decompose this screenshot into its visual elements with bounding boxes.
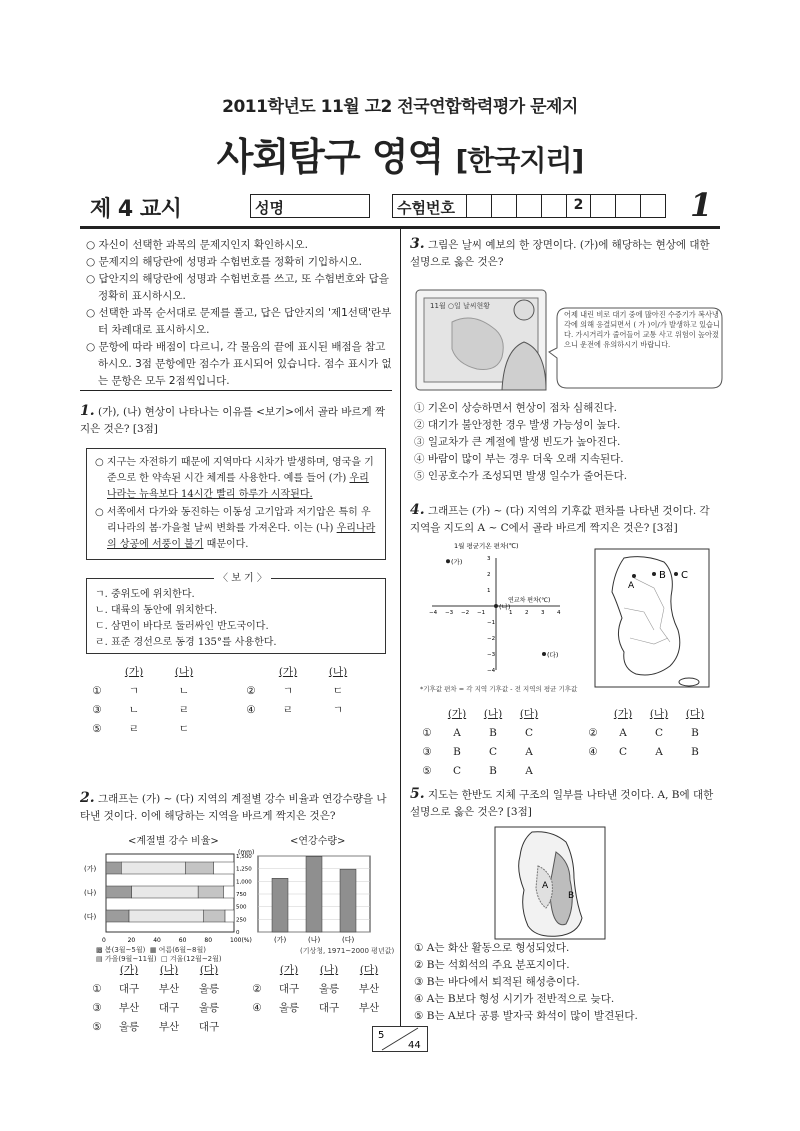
answer-option[interactable]	[582, 725, 712, 742]
option-value: ㄷ	[332, 685, 344, 697]
question-4	[410, 502, 722, 537]
exam-header: 2011학년도 11월 고2 전국연합학력평가 문제지	[222, 97, 578, 117]
bar-segment	[106, 886, 132, 898]
option-marker[interactable]: ②	[246, 685, 256, 697]
option-value: A	[525, 765, 533, 777]
presenter-head	[514, 300, 534, 320]
option-value: 대구	[318, 1002, 340, 1014]
option-header: (가)	[447, 708, 467, 720]
answer-option[interactable]	[86, 702, 208, 719]
option-header: (다)	[359, 964, 379, 976]
tick-label: 100(%)	[230, 937, 252, 944]
tick-label: −2	[461, 610, 470, 616]
category-label: (가)	[274, 936, 287, 944]
option-value: C	[654, 727, 664, 739]
option-value: ㄱ	[282, 685, 294, 697]
option-marker[interactable]: ②	[252, 983, 262, 995]
answer-option[interactable]	[416, 744, 546, 761]
tick-label: 3	[541, 610, 545, 616]
option-header: (나)	[319, 964, 339, 976]
category-label: (가)	[84, 865, 97, 873]
option-value: ㄷ	[178, 723, 190, 735]
option-header: (나)	[174, 666, 194, 678]
option-value: C	[452, 765, 462, 777]
option-value: 울릉	[198, 1002, 220, 1014]
category-label: (다)	[342, 936, 355, 944]
instruction-item: ○ 문항에 따라 배점이 다르니, 각 물음의 끝에 표시된 배점을 참고하시오. 3점 문항에만 점수가 표시되어 있습니다. 점수 표시가 없는 문항은 모두 2점씩입니다.	[86, 341, 392, 387]
tick-label: 1,250	[236, 866, 252, 873]
tick-label: −4	[429, 610, 438, 616]
korea-map	[594, 548, 710, 688]
question-number: 3.	[410, 236, 425, 252]
option-value: 대구	[278, 983, 300, 995]
column-divider	[400, 228, 401, 1028]
question-stem: 그림은 날씨 예보의 한 장면이다. (가)에 해당하는 현상에 대한 설명으로 옳은 것은?	[410, 239, 710, 268]
answer-option[interactable]	[240, 683, 362, 700]
option-value: C	[618, 746, 628, 758]
answer-option[interactable]: ⑤ 인공호수가 조성되면 발생 일수가 줄어든다.	[414, 470, 628, 482]
bar-segment	[185, 862, 213, 874]
bar-segment	[214, 862, 234, 874]
option-marker[interactable]: ⑤	[92, 1021, 102, 1033]
id-cell[interactable]	[542, 195, 567, 217]
passage-underline: 우리나라의 상공에 서풍이 불기	[107, 523, 376, 550]
data-point	[446, 559, 450, 563]
bar-segment	[224, 886, 234, 898]
option-header: (나)	[328, 666, 348, 678]
option-header: (다)	[685, 708, 705, 720]
data-point	[542, 652, 546, 656]
tick-label: 0	[102, 937, 106, 944]
instructions-rule	[80, 390, 392, 391]
passage-text: ○ 지구는 자전하기 때문에 지역마다 시차가 발생하며, 영국을 기준으로 한 약속된 시간 체계를 사용한다. 예를 들어 (가)	[95, 457, 374, 484]
option-value: ㄹ	[178, 704, 190, 716]
data-point	[494, 604, 498, 608]
legend-text: 봄(3월~5월)	[104, 946, 146, 954]
current-page: 5	[378, 1030, 385, 1041]
option-value: A	[525, 746, 533, 758]
option-marker[interactable]: ①	[92, 983, 102, 995]
page-number: 1	[690, 186, 713, 224]
climate-deviation-chart	[414, 540, 594, 682]
legend-text: 겨울(12월~2월)	[169, 955, 222, 963]
name-field[interactable]	[250, 194, 370, 218]
option-value: 대구	[118, 983, 140, 995]
map-label-a: A	[628, 581, 635, 591]
option-value: C	[524, 727, 534, 739]
answer-option[interactable]: ③ 일교차가 큰 계절에 발생 빈도가 높아진다.	[414, 436, 621, 448]
tick-label: 60	[178, 937, 187, 944]
bubble-text: 어제 내린 비로 대기 중에 많아진 수증기가 복사냉각에 의해 응결되면서 ( 가 )이/가 발생하고 있습니다. 가시거리가 줄어들어 교통 사고 위험이 높아졌으니 운전에 유의하시기 바랍니다.	[564, 310, 720, 349]
answer-option[interactable]: ① A는 화산 활동으로 형성되었다.	[414, 942, 570, 954]
option-value: 울릉	[118, 1021, 140, 1033]
page-counter	[372, 1026, 428, 1052]
tick-label: 3	[487, 556, 491, 562]
option-value: A	[619, 727, 627, 739]
bar-segment	[225, 910, 234, 922]
title-text: 사회탐구 영역	[216, 135, 444, 179]
geologic-structure-map	[494, 826, 606, 940]
option-value: 울릉	[278, 1002, 300, 1014]
answer-option[interactable]: ③ B는 바다에서 퇴적된 해성층이다.	[414, 976, 580, 988]
tick-label: 80	[204, 937, 213, 944]
option-value: 부산	[118, 1002, 140, 1014]
tick-label: −3	[487, 652, 496, 658]
chart-title: <계절별 강수 비율>	[128, 836, 219, 847]
option-value: 대구	[158, 1002, 180, 1014]
instruction-item: ○ 답안지의 해당란에 성명과 수험번호를 쓰고, 또 수험번호와 답을 정확히 표시하시오.	[86, 273, 389, 302]
instruction-item: ○ 자신이 선택한 과목의 문제지인지 확인하시오.	[86, 239, 308, 251]
instruction-item: ○ 선택한 과목 순서대로 문제를 풀고, 답은 답안지의 '제1선택'란부터 차례대로 표시하시오.	[86, 307, 392, 336]
q4-options-right	[580, 704, 714, 763]
question-number: 4.	[410, 502, 425, 518]
answer-option[interactable]: ② 대기가 불안정한 경우 발생 가능성이 높다.	[414, 419, 621, 431]
bogi-title: 〈 보 기 〉	[214, 569, 271, 584]
bogi-item: ㄷ. 삼면이 바다로 둘러싸인 반도국이다.	[95, 621, 269, 632]
precip-bar	[272, 878, 288, 932]
id-cell[interactable]	[641, 195, 665, 217]
option-value: ㄴ	[178, 685, 190, 697]
question-2	[80, 790, 394, 825]
map-label-b: B	[568, 891, 575, 901]
tick-label: −2	[487, 636, 496, 642]
option-value: 부산	[158, 1021, 180, 1033]
question-stem: 그래프는 (가) ~ (다) 지역의 기후값 편차를 나타낸 것이다. 각 지역을 지도의 A ~ C에서 골라 바르게 짝지은 것은? [3점]	[410, 505, 710, 534]
tick-label: 40	[153, 937, 161, 944]
legend-winter: □ 겨울(12월~2월)	[161, 955, 222, 963]
tick-label: 1	[509, 610, 513, 616]
question-1	[80, 403, 394, 438]
tick-label: 500	[236, 904, 247, 911]
location-b-dot	[652, 572, 656, 576]
bogi-item: ㄴ. 대륙의 동안에 위치한다.	[95, 605, 218, 616]
id-cell[interactable]	[517, 195, 542, 217]
id-cell: 2	[567, 195, 592, 217]
tick-label: −3	[445, 610, 454, 616]
option-marker[interactable]: ④	[588, 746, 598, 758]
q4-options-left	[414, 704, 548, 782]
legend-summer: ▦ 여름(6월~8월)	[149, 946, 206, 954]
name-label: 성명	[255, 199, 284, 217]
tick-label: 2	[525, 610, 529, 616]
bar-segment	[121, 862, 185, 874]
tick-label: −1	[487, 620, 496, 626]
point-label: (가)	[451, 558, 463, 567]
id-cell[interactable]	[467, 195, 492, 217]
location-c-dot	[674, 572, 678, 576]
option-header: (나)	[159, 964, 179, 976]
map-label-b: B	[659, 570, 666, 581]
passage-text: ○ 서쪽에서 다가와 동진하는 이동성 고기압과 저기압은 특히 우리나라의 봄·가을철 날씨 변화를 가져온다. 이는 (나)	[95, 507, 371, 534]
passage-text: 때문이다.	[203, 539, 249, 550]
map-label-a: A	[542, 881, 549, 891]
option-marker[interactable]: ⑤	[92, 723, 102, 735]
q5-options	[414, 940, 714, 1025]
bar-segment	[106, 862, 121, 874]
bar-segment	[106, 910, 129, 922]
bogi-box	[86, 578, 386, 654]
passage-underline: 우리나라는 뉴욕보다 14시간 빨리 하루가 시작된다.	[107, 473, 369, 500]
precip-bar	[306, 857, 322, 932]
question-stem: 그래프는 (가) ~ (다) 지역의 계절별 강수 비율과 연강수량을 나타낸 것이다. 이에 해당하는 지역을 바르게 짝지은 것은?	[80, 793, 387, 822]
point-label: (나)	[499, 603, 511, 611]
option-value: 부산	[158, 983, 180, 995]
bogi-item: ㄱ. 중위도에 위치한다.	[95, 589, 195, 600]
y-axis-label: 1월 평균기온 편차(℃)	[454, 542, 519, 550]
option-value: ㄱ	[128, 685, 140, 697]
q1-passage-box	[86, 448, 386, 560]
bar-segment	[203, 910, 225, 922]
bogi-title-text: 보 기	[231, 573, 254, 584]
chart-title: <연강수량>	[290, 836, 346, 847]
tick-label: 1	[487, 588, 491, 594]
option-marker[interactable]: ①	[92, 685, 102, 697]
tick-label: −1	[477, 610, 486, 616]
q3-options	[414, 400, 714, 485]
option-value: ㄱ	[332, 704, 344, 716]
option-value: B	[453, 746, 461, 758]
option-marker[interactable]: ②	[588, 727, 598, 739]
legend-text: 여름(6월~8월)	[158, 946, 206, 954]
option-marker[interactable]: ④	[252, 1002, 262, 1014]
bogi-item: ㄹ. 표준 경선으로 동경 135°를 사용한다.	[95, 637, 277, 648]
q1-options-left	[84, 662, 210, 740]
tick-label: 0	[236, 930, 240, 936]
exam-id-label: 수험번호	[393, 195, 467, 217]
subtitle-text: [한국지리]	[455, 144, 584, 177]
tick-label: 4	[557, 610, 561, 616]
answer-option[interactable]: ④ A는 B보다 형성 시기가 전반적으로 늦다.	[414, 993, 615, 1005]
question-stem: (가), (나) 현상이 나타나는 이유를 <보기>에서 골라 바르게 짝지은 것은? [3점]	[80, 406, 386, 435]
q1-options-right	[238, 662, 364, 721]
option-value: 부산	[358, 1002, 380, 1014]
option-value: ㄹ	[128, 723, 140, 735]
id-cell[interactable]	[591, 195, 616, 217]
option-value: 대구	[198, 1021, 220, 1033]
option-value: 부산	[358, 983, 380, 995]
tick-label: 1,000	[236, 879, 252, 886]
option-marker[interactable]: ③	[92, 1002, 102, 1014]
option-marker[interactable]: ③	[92, 704, 102, 716]
point-label: (다)	[547, 651, 559, 659]
map-label-c: C	[681, 570, 688, 581]
screen-label: 11월 ○일 날씨현황	[430, 302, 491, 310]
answer-option[interactable]	[240, 702, 362, 719]
id-cell[interactable]	[616, 195, 641, 217]
question-number: 5.	[410, 786, 425, 802]
option-value: ㄴ	[128, 704, 140, 716]
chart-note: *기후값 편차 = 각 지역 기후값 - 전 지역의 평균 기후값	[420, 685, 578, 693]
option-header: (가)	[613, 708, 633, 720]
question-number: 1.	[80, 403, 95, 419]
option-header: (다)	[199, 964, 219, 976]
id-cell[interactable]	[492, 195, 517, 217]
answer-option[interactable]	[86, 721, 208, 738]
answer-option[interactable]: ⑤ B는 A보다 공룡 발자국 화석이 많이 발견된다.	[414, 1010, 638, 1022]
instruction-item: ○ 문제지의 해당란에 성명과 수험번호를 정확히 기입하시오.	[86, 256, 362, 268]
question-3	[410, 236, 722, 271]
legend-text: 가을(9월~11월)	[104, 955, 157, 963]
annual-precip-chart	[236, 846, 376, 956]
option-value: ㄹ	[282, 704, 294, 716]
option-value: C	[488, 746, 498, 758]
option-value: 울릉	[318, 983, 340, 995]
answer-option[interactable]	[86, 981, 228, 998]
option-marker[interactable]: ③	[422, 746, 432, 758]
answer-option[interactable]	[416, 725, 546, 742]
option-marker[interactable]: ⑤	[422, 765, 432, 777]
exam-id-field[interactable]	[392, 194, 666, 218]
option-value: A	[453, 727, 461, 739]
option-header: (나)	[483, 708, 503, 720]
period-label: 제 4 교시	[90, 197, 182, 222]
option-marker[interactable]: ①	[422, 727, 432, 739]
precip-bar	[340, 869, 356, 932]
category-label: (나)	[84, 889, 97, 897]
legend-autumn: ▤ 가을(9월~11월)	[96, 955, 157, 963]
tick-label: −4	[487, 668, 496, 674]
answer-option[interactable]: ④ 바람이 많이 부는 경우 더욱 오래 지속된다.	[414, 453, 624, 465]
exam-title	[0, 126, 800, 181]
tick-label: 750	[236, 892, 247, 898]
question-number: 2.	[80, 790, 95, 806]
instructions-list	[86, 237, 392, 390]
answer-option[interactable]	[86, 1019, 228, 1036]
axis-unit: (mm)	[238, 849, 255, 856]
tick-label: 250	[236, 917, 247, 924]
option-header: (다)	[519, 708, 539, 720]
answer-option[interactable]: ① 기온이 상승하면서 현상이 점차 심해진다.	[414, 402, 617, 414]
option-value: B	[489, 765, 497, 777]
answer-option[interactable]	[246, 981, 388, 998]
option-header: (가)	[124, 666, 144, 678]
legend-spring: ▩ 봄(3월~5월)	[96, 946, 146, 954]
category-label: (나)	[308, 936, 321, 944]
bar-segment	[132, 886, 199, 898]
option-value: B	[691, 746, 699, 758]
answer-option[interactable]: ② B는 석회석의 주요 분포지이다.	[414, 959, 570, 971]
answer-option[interactable]	[246, 1000, 388, 1017]
option-header: (나)	[649, 708, 669, 720]
x-axis-label: 연교차 편차(℃)	[508, 597, 551, 604]
chart-source: (기상청, 1971~2000 평년값)	[300, 947, 395, 955]
tick-label: 2	[487, 572, 491, 578]
location-a-dot	[632, 574, 636, 578]
option-value: B	[489, 727, 497, 739]
q2-options-right	[244, 960, 390, 1019]
bar-segment	[198, 886, 224, 898]
total-pages: 44	[408, 1040, 421, 1051]
answer-option[interactable]	[86, 1000, 228, 1017]
question-5	[410, 786, 722, 821]
tick-label: 20	[127, 937, 136, 944]
option-value: B	[691, 727, 699, 739]
answer-option[interactable]	[416, 763, 546, 780]
option-marker[interactable]: ④	[246, 704, 256, 716]
category-label: (다)	[84, 913, 97, 921]
option-header: (가)	[278, 666, 298, 678]
option-header: (가)	[279, 964, 299, 976]
bar-segment	[129, 910, 203, 922]
answer-option[interactable]	[582, 744, 712, 761]
answer-option[interactable]	[86, 683, 208, 700]
question-stem: 지도는 한반도 지체 구조의 일부를 나타낸 것이다. A, B에 대한 설명으로 옳은 것은? [3점]	[410, 789, 714, 818]
option-value: 울릉	[198, 983, 220, 995]
option-header: (가)	[119, 964, 139, 976]
q2-options-left	[84, 960, 230, 1038]
tick-label: 1,500	[236, 854, 252, 860]
option-value: A	[655, 746, 663, 758]
jeju-island	[679, 678, 699, 686]
